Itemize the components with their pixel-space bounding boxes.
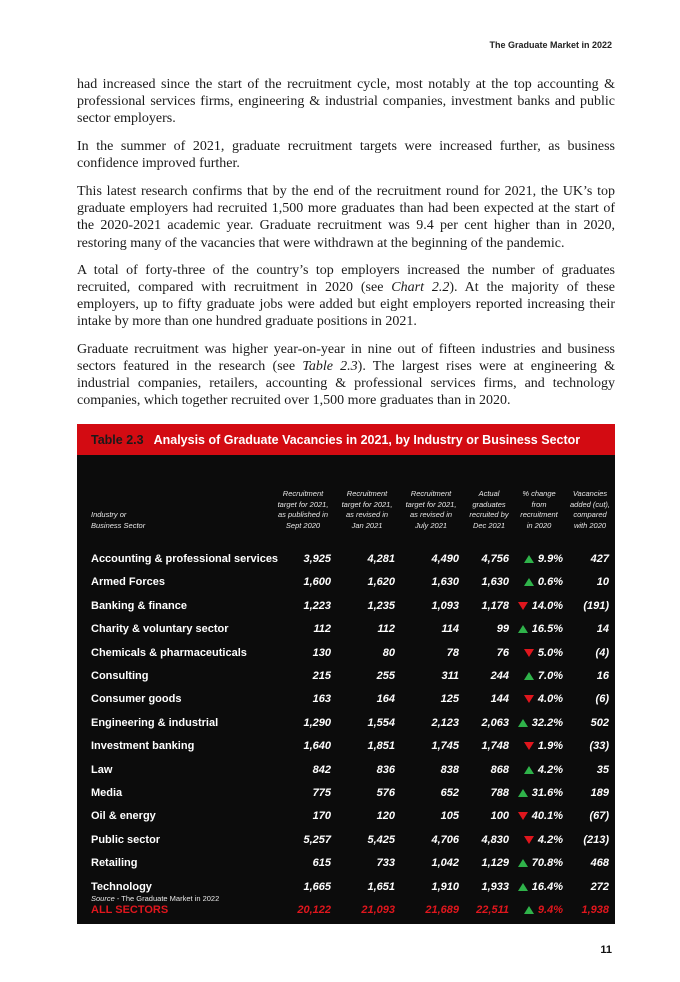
cell-change (524, 670, 563, 682)
table-row (77, 736, 615, 759)
cell-july: 2,123 (431, 716, 459, 729)
cell-published: 3,925 (303, 553, 331, 565)
table-row (77, 689, 615, 712)
vacancies-table (77, 424, 615, 924)
cell-change (524, 740, 563, 752)
cell-vacancies: (4) (595, 646, 609, 659)
up-arrow-icon (518, 859, 528, 867)
cell-published: 5,257 (303, 833, 331, 846)
cell-change (518, 810, 563, 822)
table-title: Analysis of Graduate Vacancies in 2021, by Industry or Business Sector (153, 432, 581, 447)
cell-change (518, 600, 563, 612)
cell-july: 78 (446, 646, 459, 659)
cell-jan: 5,425 (367, 833, 395, 846)
up-arrow-icon (524, 766, 534, 774)
row-industry-name: ALL SECTORS (91, 904, 169, 916)
cell-actual: 144 (490, 693, 509, 706)
cell-actual: 1,178 (481, 599, 509, 612)
cell-vacancies: 16 (596, 670, 609, 682)
cell-change (518, 787, 563, 799)
cell-published: 842 (312, 763, 331, 776)
cell-actual: 868 (490, 763, 509, 776)
up-arrow-icon (524, 672, 534, 680)
cell-jan: 1,851 (367, 740, 395, 753)
cell-vacancies: (213) (583, 833, 609, 846)
cell-july: 1,093 (431, 599, 459, 612)
cell-actual: 99 (496, 623, 509, 636)
cell-vacancies: 272 (590, 880, 609, 893)
table-row (77, 830, 615, 853)
header-jan: Recruitment target for 2021, as revised in Jan 2021 (341, 489, 393, 530)
source-label: Source (91, 894, 115, 903)
row-industry-name: Oil & energy (91, 810, 156, 823)
cell-july: 652 (440, 787, 459, 799)
header-published: Recruitment target for 2021, as published in Sept 2020 (277, 489, 329, 530)
cell-change (524, 834, 563, 846)
row-industry-name: Banking & finance (91, 599, 187, 612)
cell-july: 1,042 (431, 857, 459, 870)
change-value: 9.4% (537, 904, 563, 916)
cell-vacancies: 10 (596, 576, 609, 589)
table-row (77, 619, 615, 642)
down-arrow-icon (524, 742, 534, 750)
change-value: 7.0% (537, 670, 563, 682)
cell-jan: 255 (376, 670, 395, 682)
change-value: 5.0% (537, 646, 563, 659)
row-industry-name: Consulting (91, 670, 149, 682)
header-july: Recruitment target for 2021, as revised in July 2021 (405, 489, 457, 530)
up-arrow-icon (524, 578, 534, 586)
cell-published: 1,600 (303, 576, 331, 589)
cell-published: 1,640 (303, 740, 331, 753)
cell-change (524, 764, 563, 776)
down-arrow-icon (524, 695, 534, 703)
cell-change (524, 647, 563, 659)
down-arrow-icon (524, 836, 534, 844)
row-industry-name: Consumer goods (91, 693, 182, 706)
table-header-row (77, 471, 615, 531)
cell-published: 615 (312, 857, 331, 870)
change-value: 31.6% (531, 787, 563, 799)
cell-vacancies: 1,938 (581, 904, 609, 916)
up-arrow-icon (524, 906, 534, 914)
cell-jan: 21,093 (361, 904, 395, 916)
cell-published: 112 (313, 623, 331, 636)
table-total-row (77, 900, 615, 923)
paragraph: This latest research confirms that by the end of the recruitment round for 2021, the UK’s top graduate employers had recruited 1,500 more graduates than had been expected at the start of the 2020-2021 academic year. Graduate recruitment was 9.4 per cent higher than in 2020, restoring many of the vacancies that were withdrawn at the beginning of the pandemic. (77, 184, 615, 251)
header-vacancies: Vacancies added (cut), compared with 2020 (569, 489, 611, 530)
cell-vacancies: 14 (596, 623, 609, 636)
table-row (77, 666, 615, 689)
cell-published: 163 (312, 693, 331, 706)
table-row (77, 596, 615, 619)
down-arrow-icon (518, 812, 528, 820)
source-text: - The Graduate Market in 2022 (114, 894, 220, 903)
change-value: 9.9% (537, 553, 563, 565)
change-value: 40.1% (531, 810, 563, 823)
paragraph: A total of forty-three of the country’s top employers increased the number of graduates recruited, compared with recruitment in 2020 (see Chart 2.2). At the majority of these employers, up to fifty graduate jobs were added but eight employers reported increasing their intake by more than one hundred graduate positions in 2021. (77, 262, 615, 330)
cell-jan: 836 (376, 763, 395, 776)
table-row (77, 713, 615, 736)
paragraph: Graduate recruitment was higher year-on-year in nine out of fifteen industries and business sectors featured in the research (see Table 2.3). The largest rises were at engineering & industrial companies, retailers, accounting & professional services firms, and technology companies, which together recruited over 1,500 more graduates than in 2020. (77, 341, 615, 409)
change-value: 32.2% (531, 716, 563, 729)
up-arrow-icon (518, 625, 528, 633)
cell-change (524, 576, 563, 588)
row-industry-name: Technology (91, 880, 152, 893)
cell-vacancies: 427 (590, 553, 609, 565)
change-value: 70.8% (531, 857, 563, 870)
cell-published: 1,665 (303, 880, 331, 893)
row-industry-name: Engineering & industrial (91, 716, 219, 729)
cell-actual: 244 (490, 670, 509, 682)
cell-vacancies: (67) (589, 810, 609, 823)
change-value: 4.2% (537, 763, 563, 776)
row-industry-name: Accounting & professional services (91, 553, 279, 565)
cell-jan: 80 (382, 646, 395, 659)
cell-published: 130 (312, 646, 331, 659)
cell-change (518, 623, 563, 635)
cell-jan: 1,235 (367, 599, 395, 612)
cell-actual: 76 (496, 646, 509, 659)
cell-july: 1,910 (431, 880, 459, 893)
cell-july: 125 (440, 693, 459, 706)
cell-actual: 4,756 (481, 553, 509, 565)
cell-july: 4,706 (431, 833, 459, 846)
cell-vacancies: 502 (590, 716, 609, 729)
cell-change (524, 553, 563, 565)
cell-actual: 22,511 (476, 904, 509, 916)
table-label: Table 2.3 (91, 432, 144, 447)
cell-july: 311 (441, 670, 459, 682)
cell-vacancies: 468 (590, 857, 609, 870)
cell-vacancies: (191) (583, 599, 609, 612)
row-industry-name: Media (91, 787, 123, 799)
table-row (77, 760, 615, 783)
cell-july: 105 (440, 810, 459, 823)
cell-actual: 788 (490, 787, 509, 799)
change-value: 4.2% (537, 833, 563, 846)
header-actual: Actual graduates recruited by Dec 2021 (469, 489, 509, 530)
cell-july: 1,630 (431, 576, 459, 589)
cell-jan: 1,620 (367, 576, 395, 589)
up-arrow-icon (518, 719, 528, 727)
cell-published: 1,223 (303, 599, 331, 612)
header-industry: Industry or Business Sector (91, 510, 146, 530)
table-row (77, 853, 615, 876)
row-industry-name: Charity & voluntary sector (91, 623, 229, 636)
paragraph: In the summer of 2021, graduate recruitment targets were increased further, as business confidence improved further. (77, 138, 615, 171)
table-row (77, 572, 615, 595)
cell-july: 4,490 (431, 553, 459, 565)
cell-change (524, 693, 563, 705)
change-value: 16.5% (531, 623, 563, 636)
paragraph: had increased since the start of the recruitment cycle, most notably at the top accounting & professional services firms, engineering & industrial companies, investment banks and public sector employers. (77, 77, 615, 127)
cell-actual: 1,630 (481, 576, 509, 589)
page-number: 11 (600, 944, 612, 956)
change-value: 14.0% (531, 599, 563, 612)
cell-published: 775 (312, 787, 331, 799)
cell-jan: 120 (376, 810, 395, 823)
change-value: 4.0% (537, 693, 563, 706)
table-row (77, 643, 615, 666)
change-value: 1.9% (537, 740, 563, 753)
cell-vacancies: (33) (589, 740, 609, 753)
down-arrow-icon (524, 649, 534, 657)
cell-july: 1,745 (431, 740, 459, 753)
cell-actual: 1,933 (481, 880, 509, 893)
cell-change (518, 857, 563, 869)
up-arrow-icon (518, 883, 528, 891)
change-value: 16.4% (531, 880, 563, 893)
row-industry-name: Investment banking (91, 740, 195, 753)
down-arrow-icon (518, 602, 528, 610)
cell-published: 170 (312, 810, 331, 823)
cell-vacancies: 189 (590, 787, 609, 799)
table-source (91, 894, 219, 903)
body-text (77, 76, 615, 419)
cell-july: 838 (440, 763, 459, 776)
cell-change (518, 881, 563, 893)
table-row (77, 806, 615, 829)
cell-jan: 733 (376, 857, 395, 870)
cell-actual: 1,129 (481, 857, 509, 870)
cell-jan: 4,281 (367, 553, 395, 565)
row-industry-name: Chemicals & pharmaceuticals (91, 646, 247, 659)
cell-actual: 100 (490, 810, 509, 823)
row-industry-name: Armed Forces (91, 576, 165, 589)
table-row (77, 549, 615, 572)
cell-jan: 1,554 (367, 716, 395, 729)
row-industry-name: Retailing (91, 857, 138, 870)
cell-actual: 4,830 (481, 833, 509, 846)
cell-vacancies: 35 (596, 763, 609, 776)
row-industry-name: Law (91, 763, 113, 776)
row-industry-name: Public sector (91, 833, 161, 846)
up-arrow-icon (518, 789, 528, 797)
cell-actual: 2,063 (481, 716, 509, 729)
cell-jan: 576 (376, 787, 395, 799)
cell-vacancies: (6) (595, 693, 609, 706)
header-change: % change from recruitment in 2020 (520, 489, 558, 530)
cell-jan: 112 (377, 623, 395, 636)
cell-published: 20,122 (297, 904, 331, 916)
up-arrow-icon (524, 555, 534, 563)
cell-jan: 1,651 (367, 880, 395, 893)
cell-change (524, 904, 563, 916)
cell-jan: 164 (376, 693, 395, 706)
table-row (77, 783, 615, 806)
cell-july: 21,689 (425, 904, 459, 916)
cell-published: 215 (312, 670, 331, 682)
running-header: The Graduate Market in 2022 (489, 40, 612, 50)
cell-actual: 1,748 (481, 740, 509, 753)
table-title-bar (77, 424, 615, 455)
change-value: 0.6% (537, 576, 563, 589)
cell-change (518, 717, 563, 729)
cell-july: 114 (441, 623, 459, 636)
cell-published: 1,290 (303, 716, 331, 729)
